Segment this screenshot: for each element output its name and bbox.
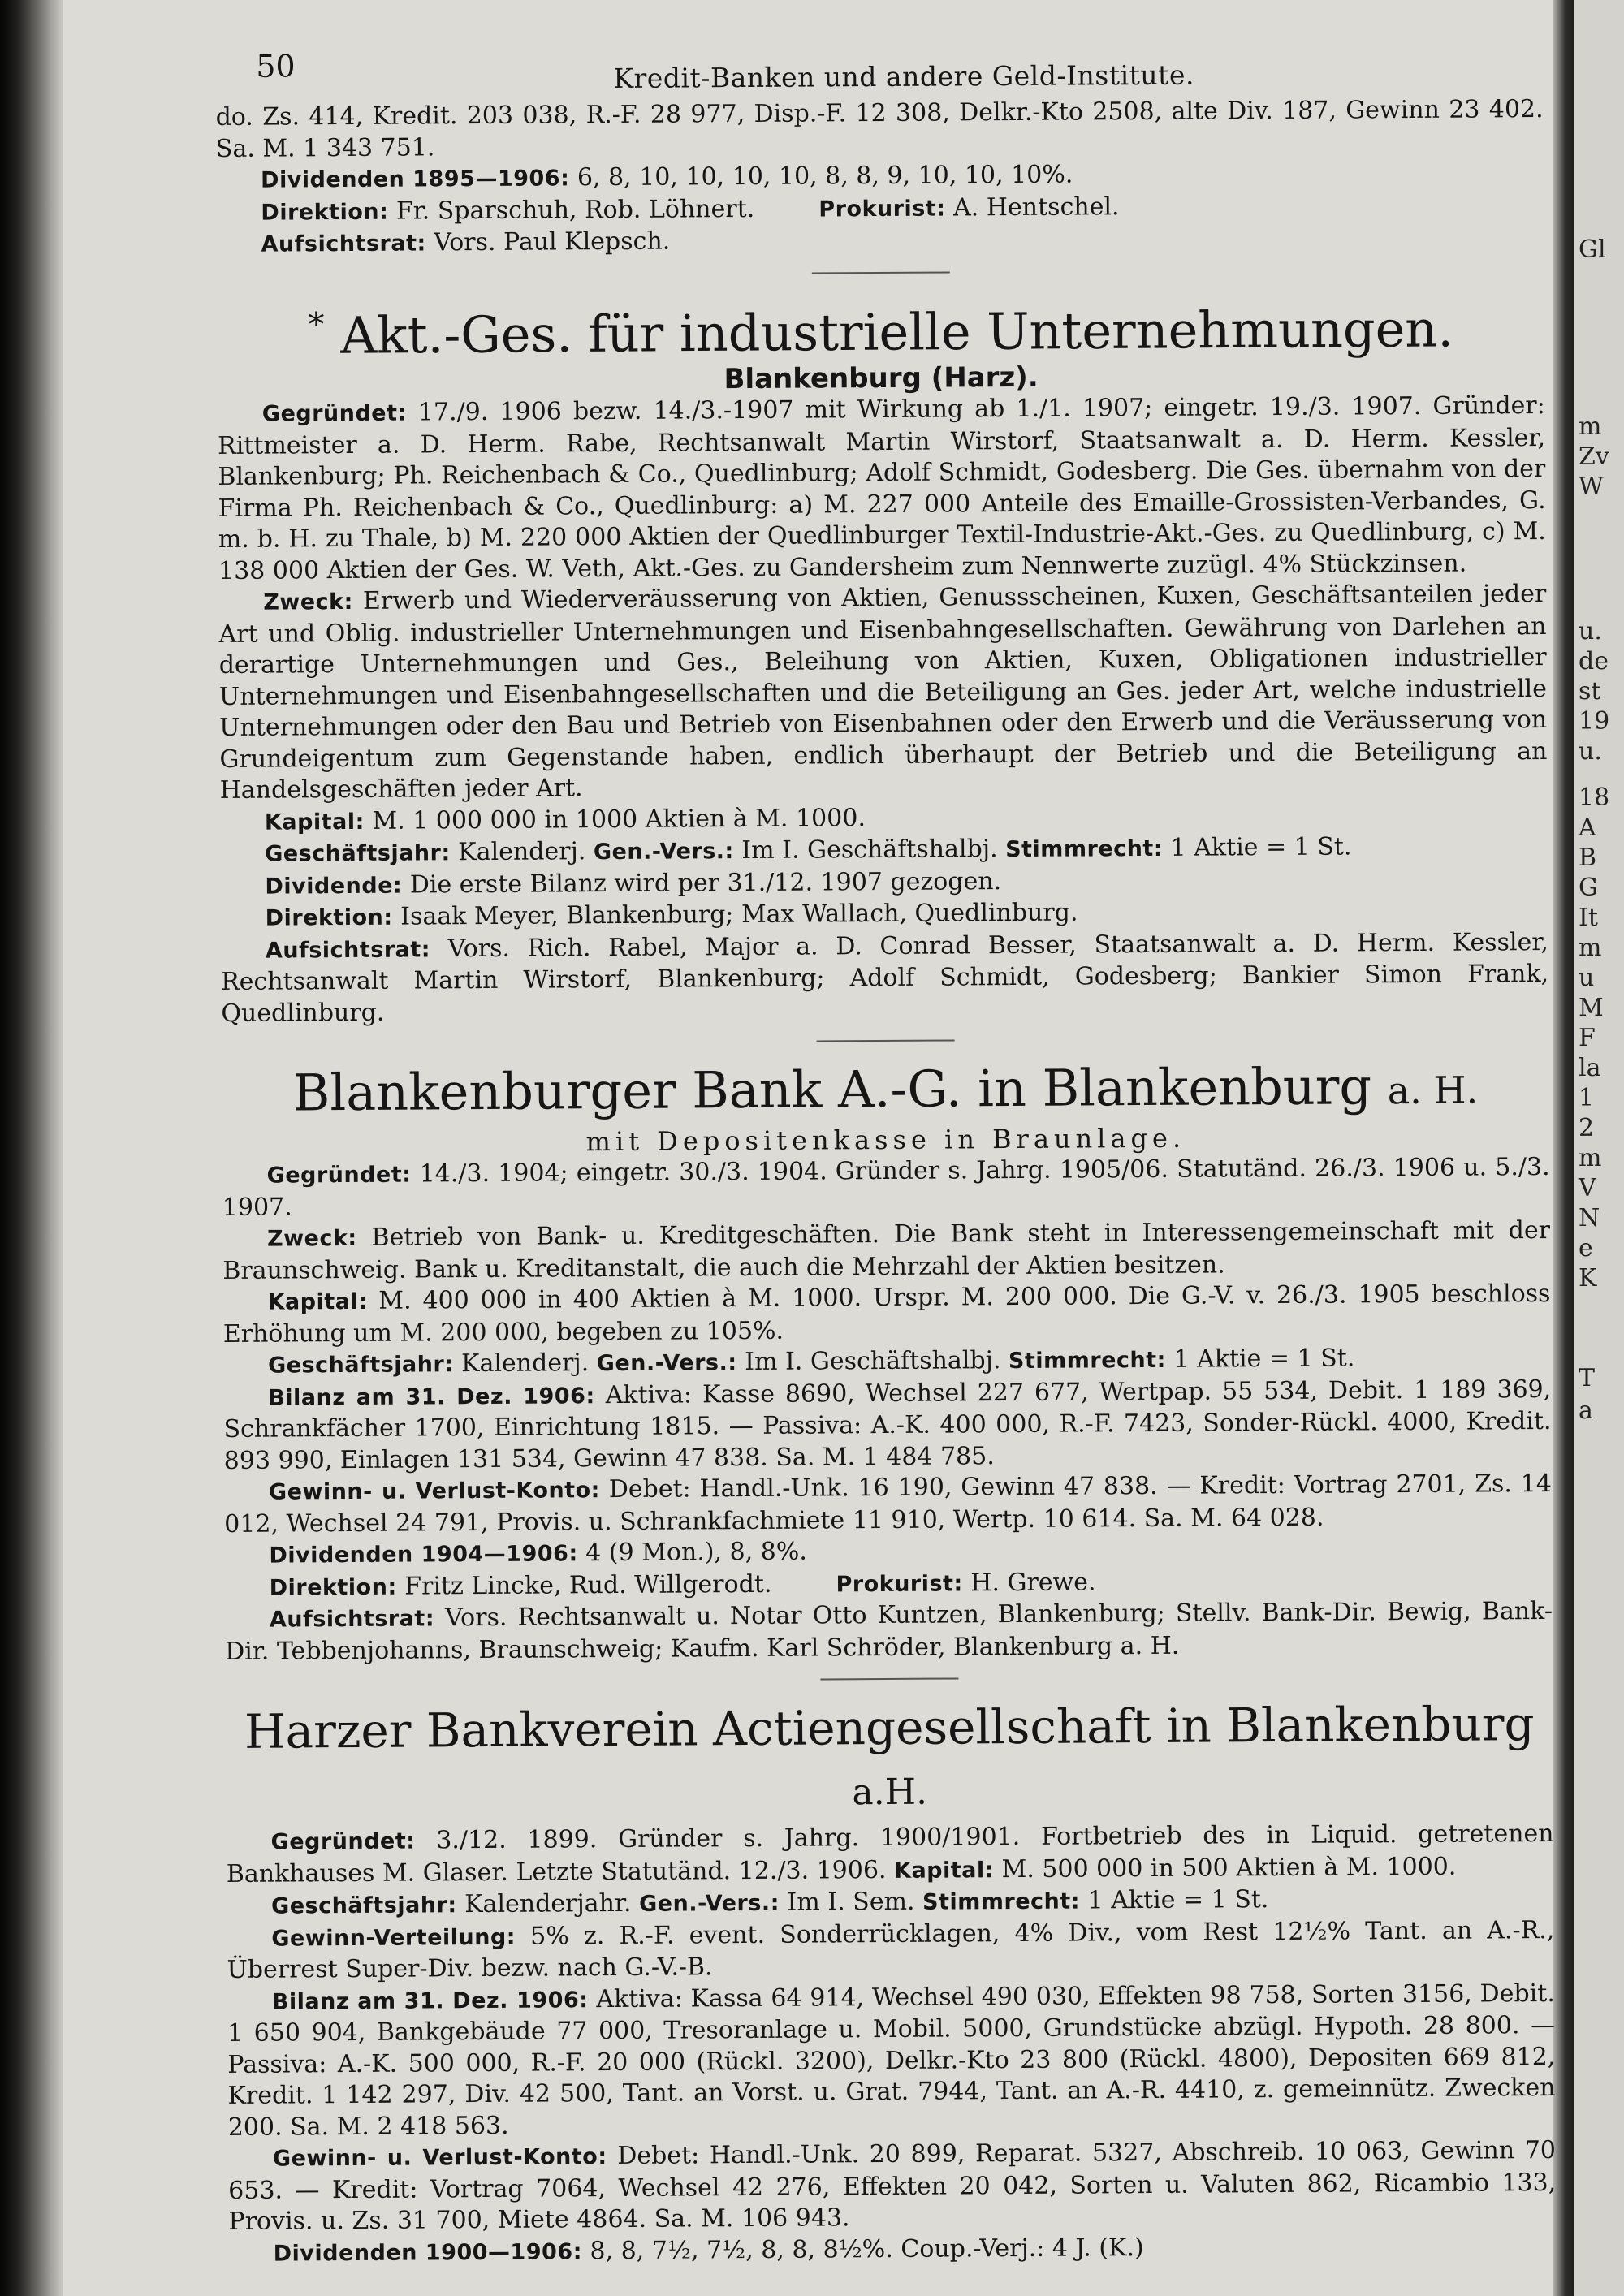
profit-distribution-paragraph — [227, 1915, 1554, 1987]
company-subtitle: mit Depositenkasse in Braunlage. — [585, 1122, 1186, 1158]
adjacent-page-fragment: a — [1579, 1396, 1593, 1425]
company-title — [226, 1694, 1554, 1827]
founded-label: Gegründet: — [270, 1828, 416, 1855]
book-gutter-shadow — [0, 0, 65, 2296]
adjacent-page-fragment: N — [1579, 1204, 1600, 1232]
dividends-label: Dividenden 1900—1906: — [273, 2238, 583, 2267]
board-value: Vors. Rich. Rabel, Major a. D. Conrad Besser, Staatsanwalt a. D. Herm. Kessler, Rechtsanwalt Martin Wirstorf, Blankenburg; Adolf Schmidt, Godesberg; Bankier Simon Frank, Quedlinburg. — [221, 927, 1549, 1028]
dividends-label: Dividenden 1904—1906: — [269, 1541, 578, 1569]
profit-distribution-value: 5% z. R.-F. event. Sonderrücklagen, 4% Div., vom Rest 12½% Tant. an A.-R., Überrest Super-Div. bezw. nach G.-V.-B. — [227, 1915, 1555, 1985]
right-page-fold — [1553, 0, 1574, 2296]
balance-line-1: do. Zs. 414, Kredit. 203 038, R.-F. 28 977, Disp.-F. 12 308, Delkr.-Kto 2508, alte Div. 187, — [215, 96, 1337, 132]
adjacent-page-fragment: T — [1579, 1364, 1596, 1392]
voting-right-label: Stimmrecht: — [1005, 836, 1164, 863]
company-name-suffix: a.H. — [852, 1771, 928, 1814]
direction-label: Direktion: — [269, 1574, 397, 1601]
section-divider — [811, 271, 949, 274]
balance-value: Aktiva: Kassa 64 914, Wechsel 490 030, Effekten 98 758, Sorten 3156, Debit. 1 650 904, Bankgebäude 77 000, Tresoranlage u. Mobil. 5000, Grundstücke abzügl. Hypoth. 28 800. — Passiva: A.-K. 500 000, R.-F. 20 000 (Rückl. 3200), Delkr.-Kto 23 800 (Rückl. 4800), Depositen 669 812, Kredit. 1 142 297, Div. 42 500, Tant. an Vorst. u. Grat. 7944, Tant. an A.-R. 4410, z. gemeinnütz. Zwecken 200. Sa. M. 2 418 563. — [227, 1979, 1556, 2142]
adjacent-page-edge — [1574, 0, 1624, 2296]
adjacent-page-fragment: 18 — [1579, 783, 1610, 812]
profit-loss-value: Debet: Handl.-Unk. 16 190, Gewinn 47 838. — Kredit: Vortrag 2701, Zs. 14 012, Wechsel 24 791, Provis. u. Schrankfachmiete 11 910, Wertp. 10 614. Sa. M. 64 028. — [224, 1470, 1553, 1539]
adjacent-page-fragment: 19 — [1579, 707, 1610, 736]
company-title — [217, 287, 1545, 367]
direction-value: Fr. Sparschuh, Rob. Löhnert. — [395, 194, 755, 226]
founded-label: Gegründet: — [266, 1162, 412, 1189]
founded-paragraph — [227, 1819, 1554, 1891]
adjacent-page-fragment: m — [1579, 1144, 1602, 1172]
voting-right-label: Stimmrecht: — [1008, 1348, 1167, 1375]
fiscal-year-value: Kalenderj. — [458, 837, 586, 867]
coupon-limitation-label: Coup.-Verj.: — [901, 2233, 1045, 2264]
capital-value: M. 1 000 000 in 1000 Aktien à M. 1000. — [372, 803, 866, 835]
founded-paragraph — [222, 1152, 1549, 1224]
new-entry-asterisk: * — [308, 305, 325, 343]
purpose-label: Zweck: — [263, 589, 353, 615]
company-name-suffix: a. H. — [1387, 1068, 1479, 1113]
purpose-paragraph — [218, 579, 1548, 806]
purpose-value: Erwerb und Wiederveräusserung von Aktien, Genussscheinen, Kuxen, Geschäftsanteilen jeder Art und Oblig. industrieller Unternehmungen und Eisenbahngesellschaften. Gewährung von Darlehen an derartige Unternehmungen und Ges., Beleihung von Aktien, Kuxen, Obligationen industrieller Unternehmungen und Eisenbahngesellschaften und die Beteiligung an Ges. jeder Art, welche industrielle Unternehmungen oder den Bau und Betrieb von Eisenbahnen oder den Erwerb und die Veräusserung von Grundeigentum zum Gegenstande haben, endlich überhaupt der Betrieb und die Beteiligung an Handelsgeschäften jeder Art. — [218, 580, 1548, 805]
balance-line-2: Gewinn 23 402. Sa. M. 1 343 751. — [215, 95, 1544, 163]
board-label: Aufsichtsrat: — [269, 1606, 435, 1633]
adjacent-page-fragment: 2 — [1579, 1114, 1595, 1142]
adjacent-page-fragment: st — [1579, 677, 1601, 706]
capital-paragraph — [222, 1279, 1550, 1350]
general-meeting-value: Im I. Geschäftshalbj. — [745, 1346, 1001, 1377]
adjacent-page-fragment: G — [1579, 874, 1598, 902]
voting-right-label: Stimmrecht: — [922, 1888, 1081, 1915]
section-divider — [816, 1040, 954, 1042]
adjacent-page-fragment: 1 — [1579, 1084, 1595, 1112]
capital-value: M. 400 000 in 400 Aktien à M. 1000. Urspr. M. 200 000. Die G.-V. v. 26./3. 1905 beschloss Erhöhung um M. 200 000, begeben zu 105%. — [222, 1280, 1551, 1349]
general-meeting-value: Im I. Sem. — [787, 1887, 915, 1917]
previous-entry-balance — [216, 94, 1544, 165]
balance-value: Aktiva: Kasse 8690, Wechsel 227 677, Wertpap. 55 534, Debit. 1 189 369, Schrankfächer 1700, Einrichtung 1815. — Passiva: A.-K. 400 000, R.-F. 7423, Sonder-Rückl. 4000, Kredit. 893 990, Einlagen 131 534, Gewinn 47 838. Sa. M. 1 484 785. — [223, 1375, 1552, 1475]
board-label: Aufsichtsrat: — [265, 937, 431, 964]
page-number: 50 — [256, 48, 296, 84]
company-name: Akt.-Ges. für industrielle Unternehmungen. — [340, 298, 1454, 365]
adjacent-page-fragment: V — [1579, 1174, 1596, 1202]
section-divider — [820, 1678, 958, 1681]
balance-paragraph — [227, 1979, 1556, 2143]
general-meeting-label: Gen.-Vers.: — [596, 1350, 737, 1377]
adjacent-page-fragment: u. — [1579, 737, 1602, 766]
fiscal-year-label: Geschäftsjahr: — [267, 1352, 454, 1379]
page-header — [215, 24, 1543, 102]
adjacent-page-fragment: e — [1579, 1234, 1593, 1262]
company-entry-industrielle-unternehmungen — [217, 287, 1548, 1030]
dividends-value: 8, 8, 7½, 7½, 8, 8, 8½%. — [590, 2234, 893, 2265]
voting-right-value: 1 Aktie = 1 St. — [1170, 832, 1352, 862]
prokurist-value: H. Grewe. — [970, 1568, 1096, 1598]
fiscal-year-label: Geschäftsjahr: — [265, 840, 451, 867]
founded-label: Gegründet: — [261, 400, 407, 427]
coupon-limitation-value: 4 J. (K.) — [1052, 2233, 1144, 2263]
board-paragraph — [225, 1596, 1553, 1668]
adjacent-page-fragment: It — [1579, 904, 1598, 932]
purpose-value: Betrieb von Bank- u. Kreditgeschäften. Die Bank steht in Interessengemeinschaft mit der Braunschweig. Bank u. Kreditanstalt, die auch die Mehrzahl der Aktien besitzen. — [222, 1216, 1551, 1285]
company-entry-blankenburger-bank — [222, 1055, 1553, 1668]
general-meeting-label: Gen.-Vers.: — [593, 839, 734, 865]
adjacent-page-fragment: Zv — [1579, 442, 1609, 471]
board-value: Vors. Paul Klepsch. — [434, 227, 671, 257]
voting-right-value: 1 Aktie = 1 St. — [1087, 1885, 1269, 1915]
board-value: Vors. Rechtsanwalt u. Notar Otto Kuntzen, Blankenburg; Stellv. Bank-Dir. Bewig, Bank-Dir. Tebbenjohanns, Braunschweig; Kaufm. Karl Schröder, Blankenburg a. H. — [225, 1597, 1553, 1666]
fiscal-year-value: Kalenderj. — [460, 1349, 590, 1379]
founded-paragraph — [218, 391, 1546, 587]
company-entry-harzer-bankverein — [226, 1694, 1557, 2270]
direction-value: Isaak Meyer, Blankenburg; Max Wallach, Quedlinburg. — [400, 898, 1078, 931]
adjacent-page-fragment: de — [1579, 647, 1609, 675]
dividends-value: 4 (9 Mon.), 8, 8%. — [585, 1537, 807, 1568]
adjacent-page-fragment: u. — [1579, 617, 1602, 645]
fiscal-year-value: Kalenderjahr. — [464, 1889, 632, 1919]
capital-value: M. 500 000 in 500 Aktien à M. 1000. — [1001, 1852, 1457, 1884]
board-label: Aufsichtsrat: — [261, 231, 426, 257]
purpose-label: Zweck: — [266, 1226, 357, 1252]
adjacent-page-fragment: B — [1579, 844, 1597, 872]
prokurist-label: Prokurist: — [836, 1571, 963, 1598]
running-title: Kredit-Banken und andere Geld-Institute. — [613, 58, 1195, 95]
previous-entry-continuation — [216, 94, 1544, 261]
company-name: Harzer Bankverein Actiengesellschaft in Blankenburg — [244, 1696, 1535, 1759]
capital-label: Kapital: — [264, 809, 365, 835]
founded-value: 3./12. 1899. Gründer s. Jahrg. 1900/1901. Fortbetrieb des in Liquid. getretenen Bankhauses M. Glaser. Letzte Statutänd. 12./3. 1906. — [226, 1819, 1554, 1888]
adjacent-page-fragment: W — [1579, 473, 1604, 501]
voting-right-value: 1 Aktie = 1 St. — [1173, 1344, 1355, 1374]
board-paragraph — [221, 927, 1549, 1029]
adjacent-page-fragment: Gl — [1579, 235, 1606, 264]
general-meeting-value: Im I. Geschäftshalbj. — [741, 835, 998, 865]
company-city: Blankenburg (Harz). — [723, 360, 1039, 396]
founded-value: 17./9. 1906 bezw. 14./3.-1907 mit Wirkung ab 1./1. 1907; eingetr. 19./3. 1907. Gründer: Rittmeister a. D. Herm. Rabe, Rechtsanwalt Martin Wirstorf, Staatsanwalt a. D. Herm. Kessler, Blankenburg; Ph. Reichenbach & Co., Quedlinburg; Adolf Schmidt, Godesberg. Die Ges. übernahm von der Firma Ph. Reichenbach & Co., Quedlinburg: a) M. 227 000 Anteile des Emaille-Grossisten-Verbandes, G. m. b. H. zu Thale, b) M. 220 000 Aktien der Quedlinburger Textil-Industrie-Akt.-Ges. zu Quedlinburg, c) M. 138 000 Aktien der Ges. W. Veth, Akt.-Ges. zu Gandersheim zum Nennwerte zuzügl. 4% Stückzinsen. — [218, 391, 1546, 585]
direction-label: Direktion: — [265, 904, 393, 931]
prokurist-value: A. Hentschel. — [952, 192, 1120, 222]
balance-label: Bilanz am 31. Dez. 1906: — [271, 1987, 589, 2015]
general-meeting-label: Gen.-Vers.: — [638, 1890, 780, 1918]
adjacent-page-fragment: M — [1579, 994, 1604, 1022]
adjacent-page-fragment: m — [1579, 412, 1602, 441]
adjacent-page-fragment: K — [1579, 1264, 1597, 1293]
profit-loss-label: Gewinn- u. Verlust-Konto: — [268, 1478, 601, 1505]
profit-loss-paragraph — [228, 2135, 1557, 2238]
profit-loss-paragraph — [224, 1469, 1552, 1540]
direction-value: Fritz Lincke, Rud. Willgerodt. — [404, 1569, 772, 1601]
prokurist-label: Prokurist: — [818, 196, 946, 222]
company-title — [222, 1055, 1549, 1128]
direction-label: Direktion: — [261, 199, 389, 226]
dividend-value: Die erste Bilanz wird per 31./12. 1907 gezogen. — [409, 866, 1002, 900]
purpose-paragraph — [222, 1215, 1550, 1287]
adjacent-page-fragment: m — [1579, 934, 1602, 962]
capital-label: Kapital: — [894, 1857, 995, 1884]
founded-value: 14./3. 1904; eingetr. 30./3. 1904. Gründer s. Jahrg. 1905/06. Statutänd. 26./3. 1906 u. 5./3. 1907. — [222, 1153, 1550, 1222]
capital-label: Kapital: — [267, 1289, 368, 1315]
dividends-label: Dividenden 1895—1906: — [261, 166, 570, 193]
balance-paragraph — [223, 1375, 1552, 1477]
page-content — [215, 24, 1557, 2270]
profit-distribution-label: Gewinn-Verteilung: — [271, 1924, 516, 1952]
balance-label: Bilanz am 31. Dez. 1906: — [268, 1383, 595, 1411]
adjacent-page-fragment: A — [1579, 814, 1596, 842]
dividends-value: 6, 8, 10, 10, 10, 10, 8, 8, 9, 10, 10, 10%. — [577, 160, 1073, 192]
fiscal-year-label: Geschäftsjahr: — [271, 1892, 457, 1919]
adjacent-page-fragment: F — [1579, 1024, 1596, 1052]
profit-loss-label: Gewinn- u. Verlust-Konto: — [272, 2144, 607, 2172]
company-name: Blankenburger Bank A.-G. in Blankenburg — [292, 1056, 1372, 1123]
adjacent-page-fragment: u — [1579, 964, 1595, 992]
adjacent-page-fragment: la — [1579, 1054, 1601, 1082]
dividend-label: Dividende: — [265, 873, 403, 900]
profit-loss-value: Debet: Handl.-Unk. 20 899, Reparat. 5327, Abschreib. 10 063, Gewinn 70 653. — Kredit: Vortrag 7064, Wechsel 42 276, Effekten 20 042, Sorten u. Valuten 862, Ricambio 133, Provis. u. Zs. 31 700, Miete 4864. Sa. M. 106 943. — [228, 2136, 1557, 2237]
